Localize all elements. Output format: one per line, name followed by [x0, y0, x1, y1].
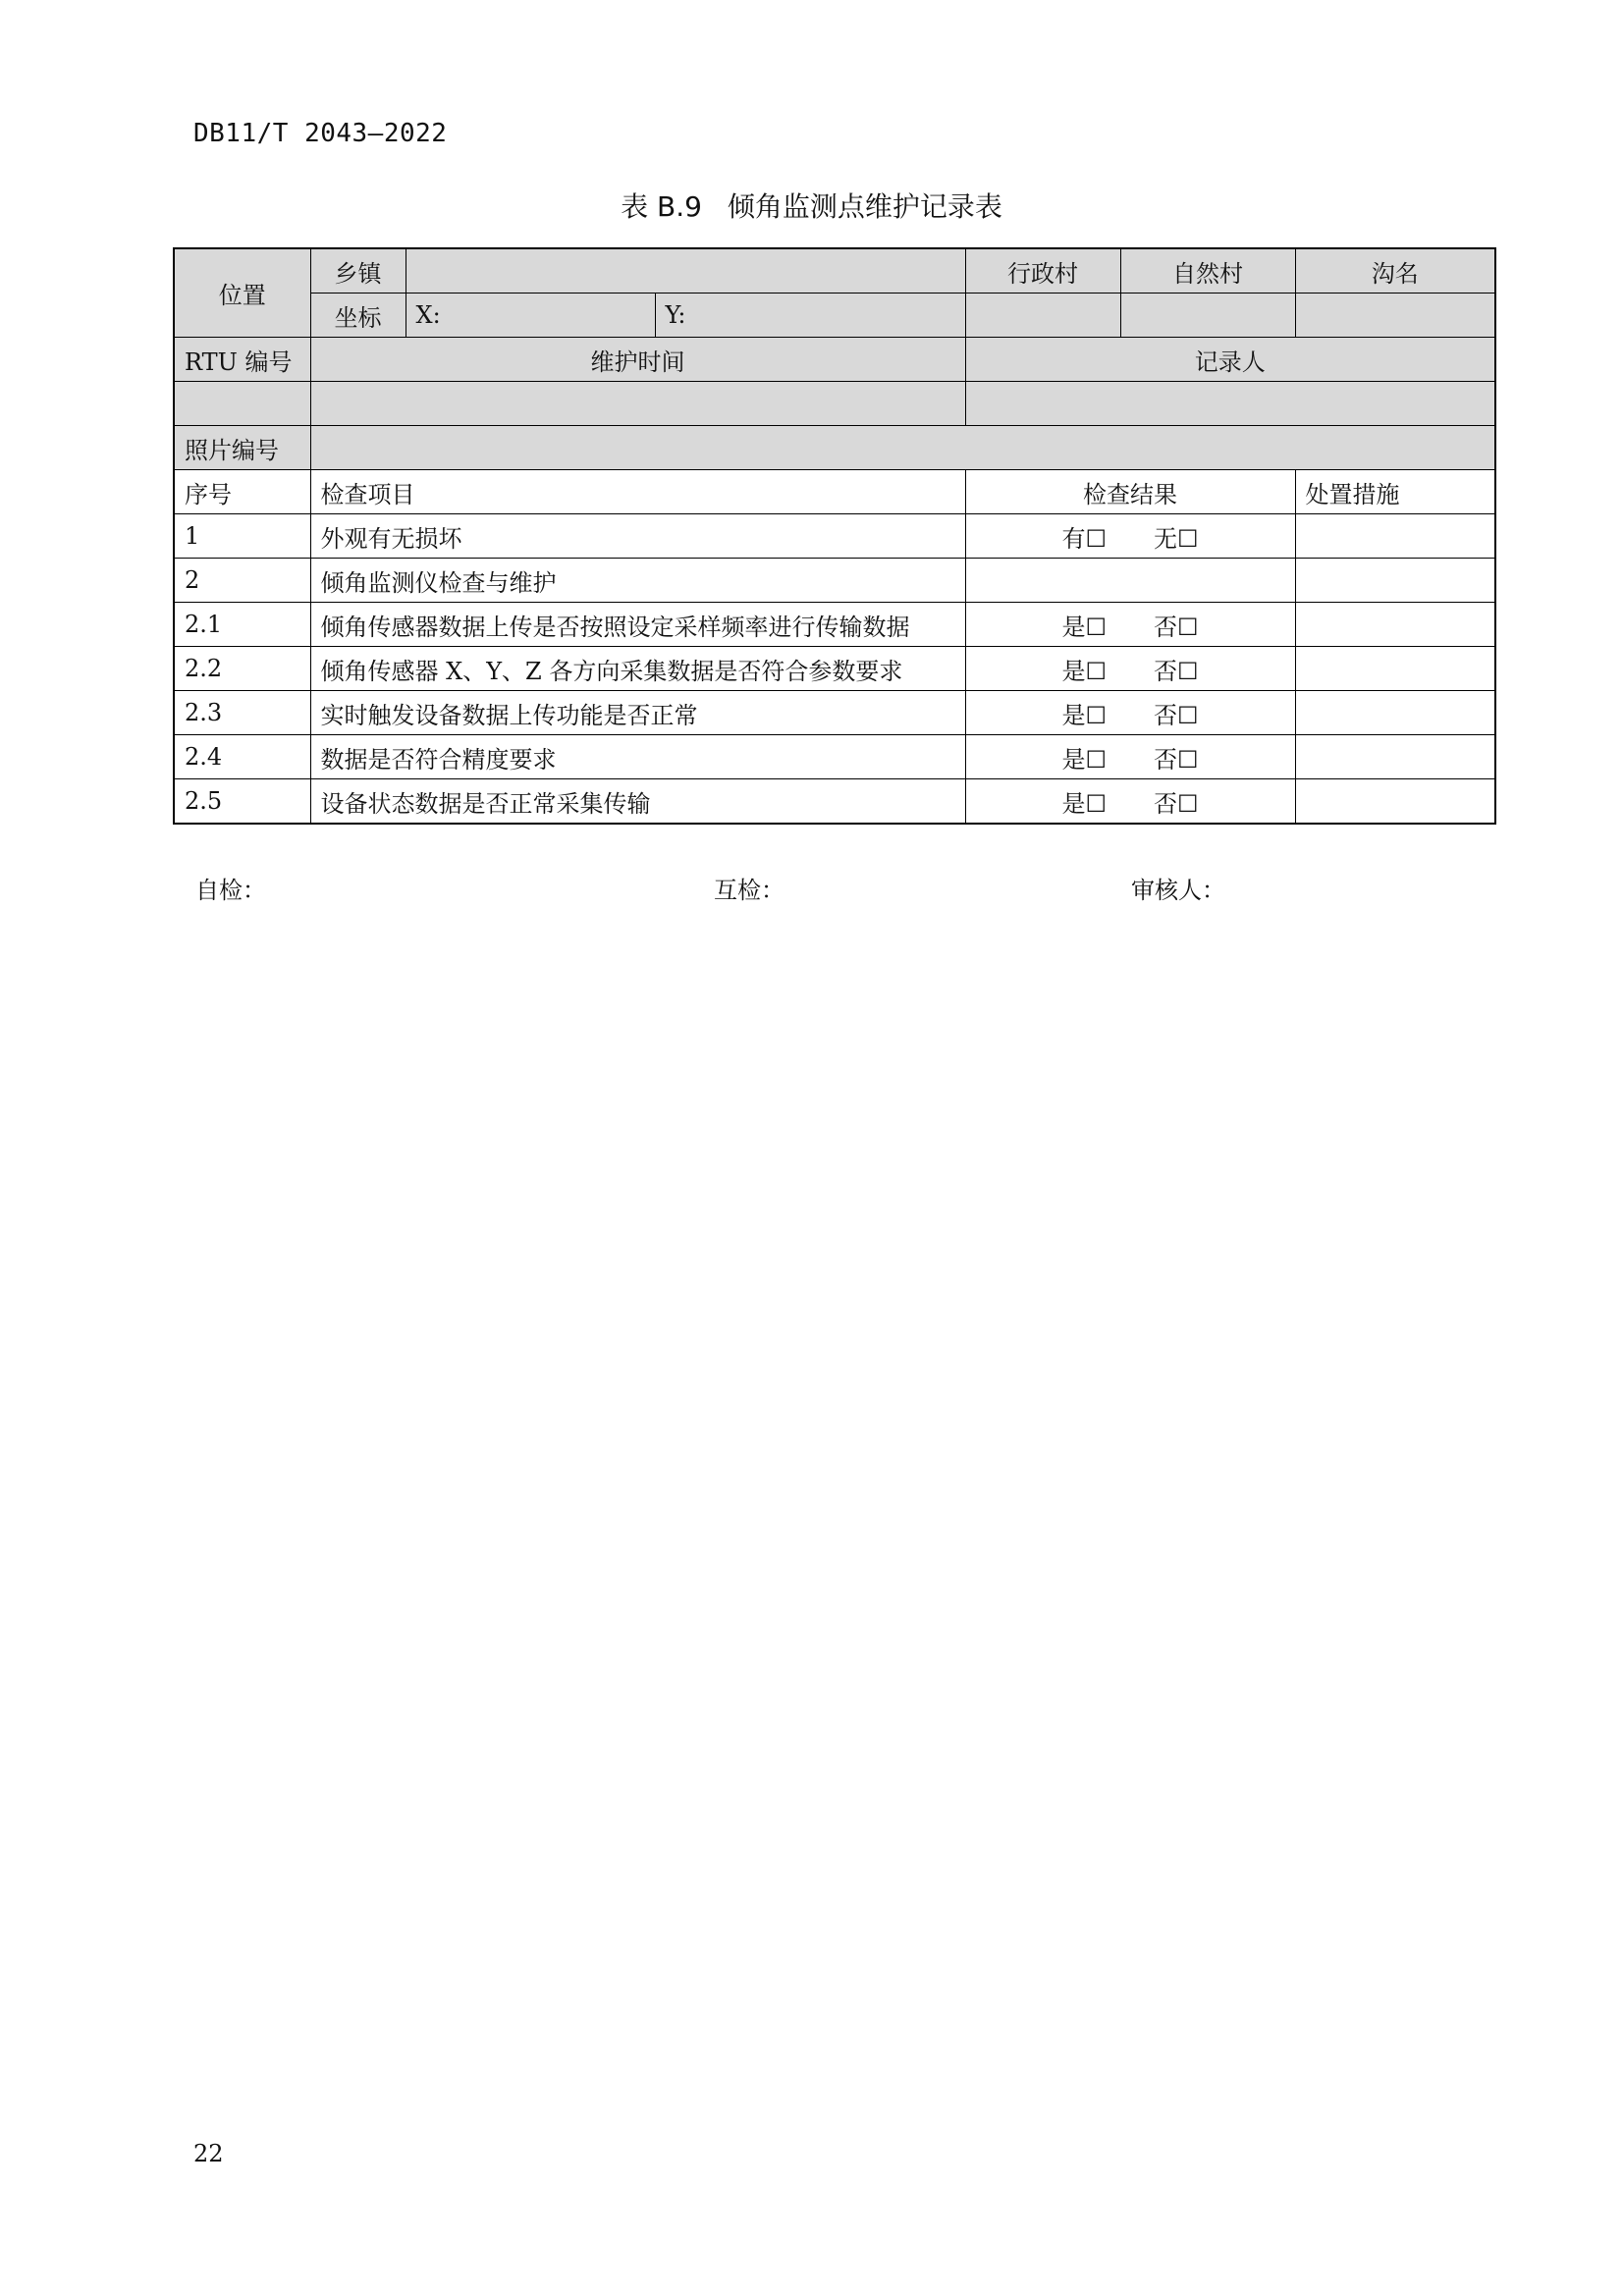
table-row [174, 426, 1495, 470]
result-options [965, 514, 1295, 559]
table-row [174, 691, 1495, 735]
row-seq: 1 [174, 514, 310, 559]
table-row [174, 470, 1495, 514]
gully-label: 沟名 [1295, 248, 1495, 294]
result-options [965, 691, 1295, 735]
row-item: 设备状态数据是否正常采集传输 [310, 779, 965, 825]
result-header: 检查结果 [965, 470, 1295, 514]
table-row [174, 294, 1495, 338]
action-field[interactable] [1295, 603, 1495, 647]
page-number: 22 [193, 2140, 224, 2167]
result-options [965, 779, 1295, 825]
coord-label: 坐标 [310, 294, 406, 338]
action-field[interactable] [1295, 514, 1495, 559]
option-no-checkbox[interactable]: 否☐ [1154, 657, 1199, 685]
action-header: 处置措施 [1295, 470, 1495, 514]
result-options [965, 647, 1295, 691]
location-label: 位置 [174, 248, 310, 338]
mutual-check-label: 互检： [714, 877, 784, 904]
x-coord-field[interactable]: X: [406, 294, 655, 338]
admin-village-field[interactable] [965, 294, 1120, 338]
recorder-field[interactable] [965, 382, 1495, 426]
admin-village-label: 行政村 [965, 248, 1120, 294]
row-seq: 2.3 [174, 691, 310, 735]
table-row [174, 338, 1495, 382]
seq-header: 序号 [174, 470, 310, 514]
rtu-field[interactable] [174, 382, 310, 426]
row-seq: 2.4 [174, 735, 310, 779]
photo-field[interactable] [310, 426, 1495, 470]
table-row [174, 779, 1495, 825]
action-field[interactable] [1295, 647, 1495, 691]
option-no-checkbox[interactable]: 否☐ [1154, 745, 1199, 774]
standard-code: DB11/T 2043—2022 [193, 119, 448, 148]
action-field[interactable] [1295, 735, 1495, 779]
option-no-checkbox[interactable]: 否☐ [1154, 701, 1199, 729]
township-field[interactable] [406, 248, 965, 294]
row-seq: 2 [174, 559, 310, 603]
row-item: 倾角监测仪检查与维护 [310, 559, 965, 603]
option-yes-checkbox[interactable]: 是☐ [1061, 657, 1107, 685]
option-no-checkbox[interactable]: 否☐ [1154, 613, 1199, 641]
row-seq: 2.2 [174, 647, 310, 691]
row-seq: 2.5 [174, 779, 310, 825]
option-no-checkbox[interactable]: 否☐ [1154, 789, 1199, 818]
table-row [174, 248, 1495, 294]
action-field[interactable] [1295, 559, 1495, 603]
option-yes-checkbox[interactable]: 是☐ [1061, 613, 1107, 641]
table-number: 表 B.9 [621, 190, 702, 223]
gully-field[interactable] [1295, 294, 1495, 338]
action-field[interactable] [1295, 691, 1495, 735]
option-no-checkbox[interactable]: 无☐ [1154, 524, 1199, 553]
township-label: 乡镇 [310, 248, 406, 294]
maintenance-record-table [173, 247, 1496, 825]
maint-time-field[interactable] [310, 382, 965, 426]
table-row [174, 735, 1495, 779]
option-yes-checkbox[interactable]: 是☐ [1061, 701, 1107, 729]
item-header: 检查项目 [310, 470, 965, 514]
natural-village-field[interactable] [1120, 294, 1295, 338]
result-options [965, 603, 1295, 647]
recorder-label: 记录人 [965, 338, 1495, 382]
table-name: 倾角监测点维护记录表 [727, 190, 1002, 223]
table-row [174, 647, 1495, 691]
table-row [174, 603, 1495, 647]
natural-village-label: 自然村 [1120, 248, 1295, 294]
row-item: 倾角传感器数据上传是否按照设定采样频率进行传输数据 [310, 603, 965, 647]
photo-label: 照片编号 [174, 426, 310, 470]
option-yes-checkbox[interactable]: 是☐ [1061, 745, 1107, 774]
action-field[interactable] [1295, 779, 1495, 825]
row-item: 倾角传感器 X、Y、Z 各方向采集数据是否符合参数要求 [310, 647, 965, 691]
result-options [965, 559, 1295, 603]
result-options [965, 735, 1295, 779]
row-item: 外观有无损坏 [310, 514, 965, 559]
y-coord-field[interactable]: Y: [655, 294, 965, 338]
rtu-label: RTU 编号 [174, 338, 310, 382]
maint-time-label: 维护时间 [310, 338, 965, 382]
option-yes-checkbox[interactable]: 是☐ [1061, 789, 1107, 818]
table-row [174, 514, 1495, 559]
row-seq: 2.1 [174, 603, 310, 647]
table-title [0, 186, 1623, 225]
table-row [174, 382, 1495, 426]
self-check-label: 自检： [195, 877, 266, 904]
row-item: 数据是否符合精度要求 [310, 735, 965, 779]
row-item: 实时触发设备数据上传功能是否正常 [310, 691, 965, 735]
reviewer-label: 审核人： [1131, 877, 1225, 904]
table-row [174, 559, 1495, 603]
option-yes-checkbox[interactable]: 有☐ [1061, 524, 1107, 553]
